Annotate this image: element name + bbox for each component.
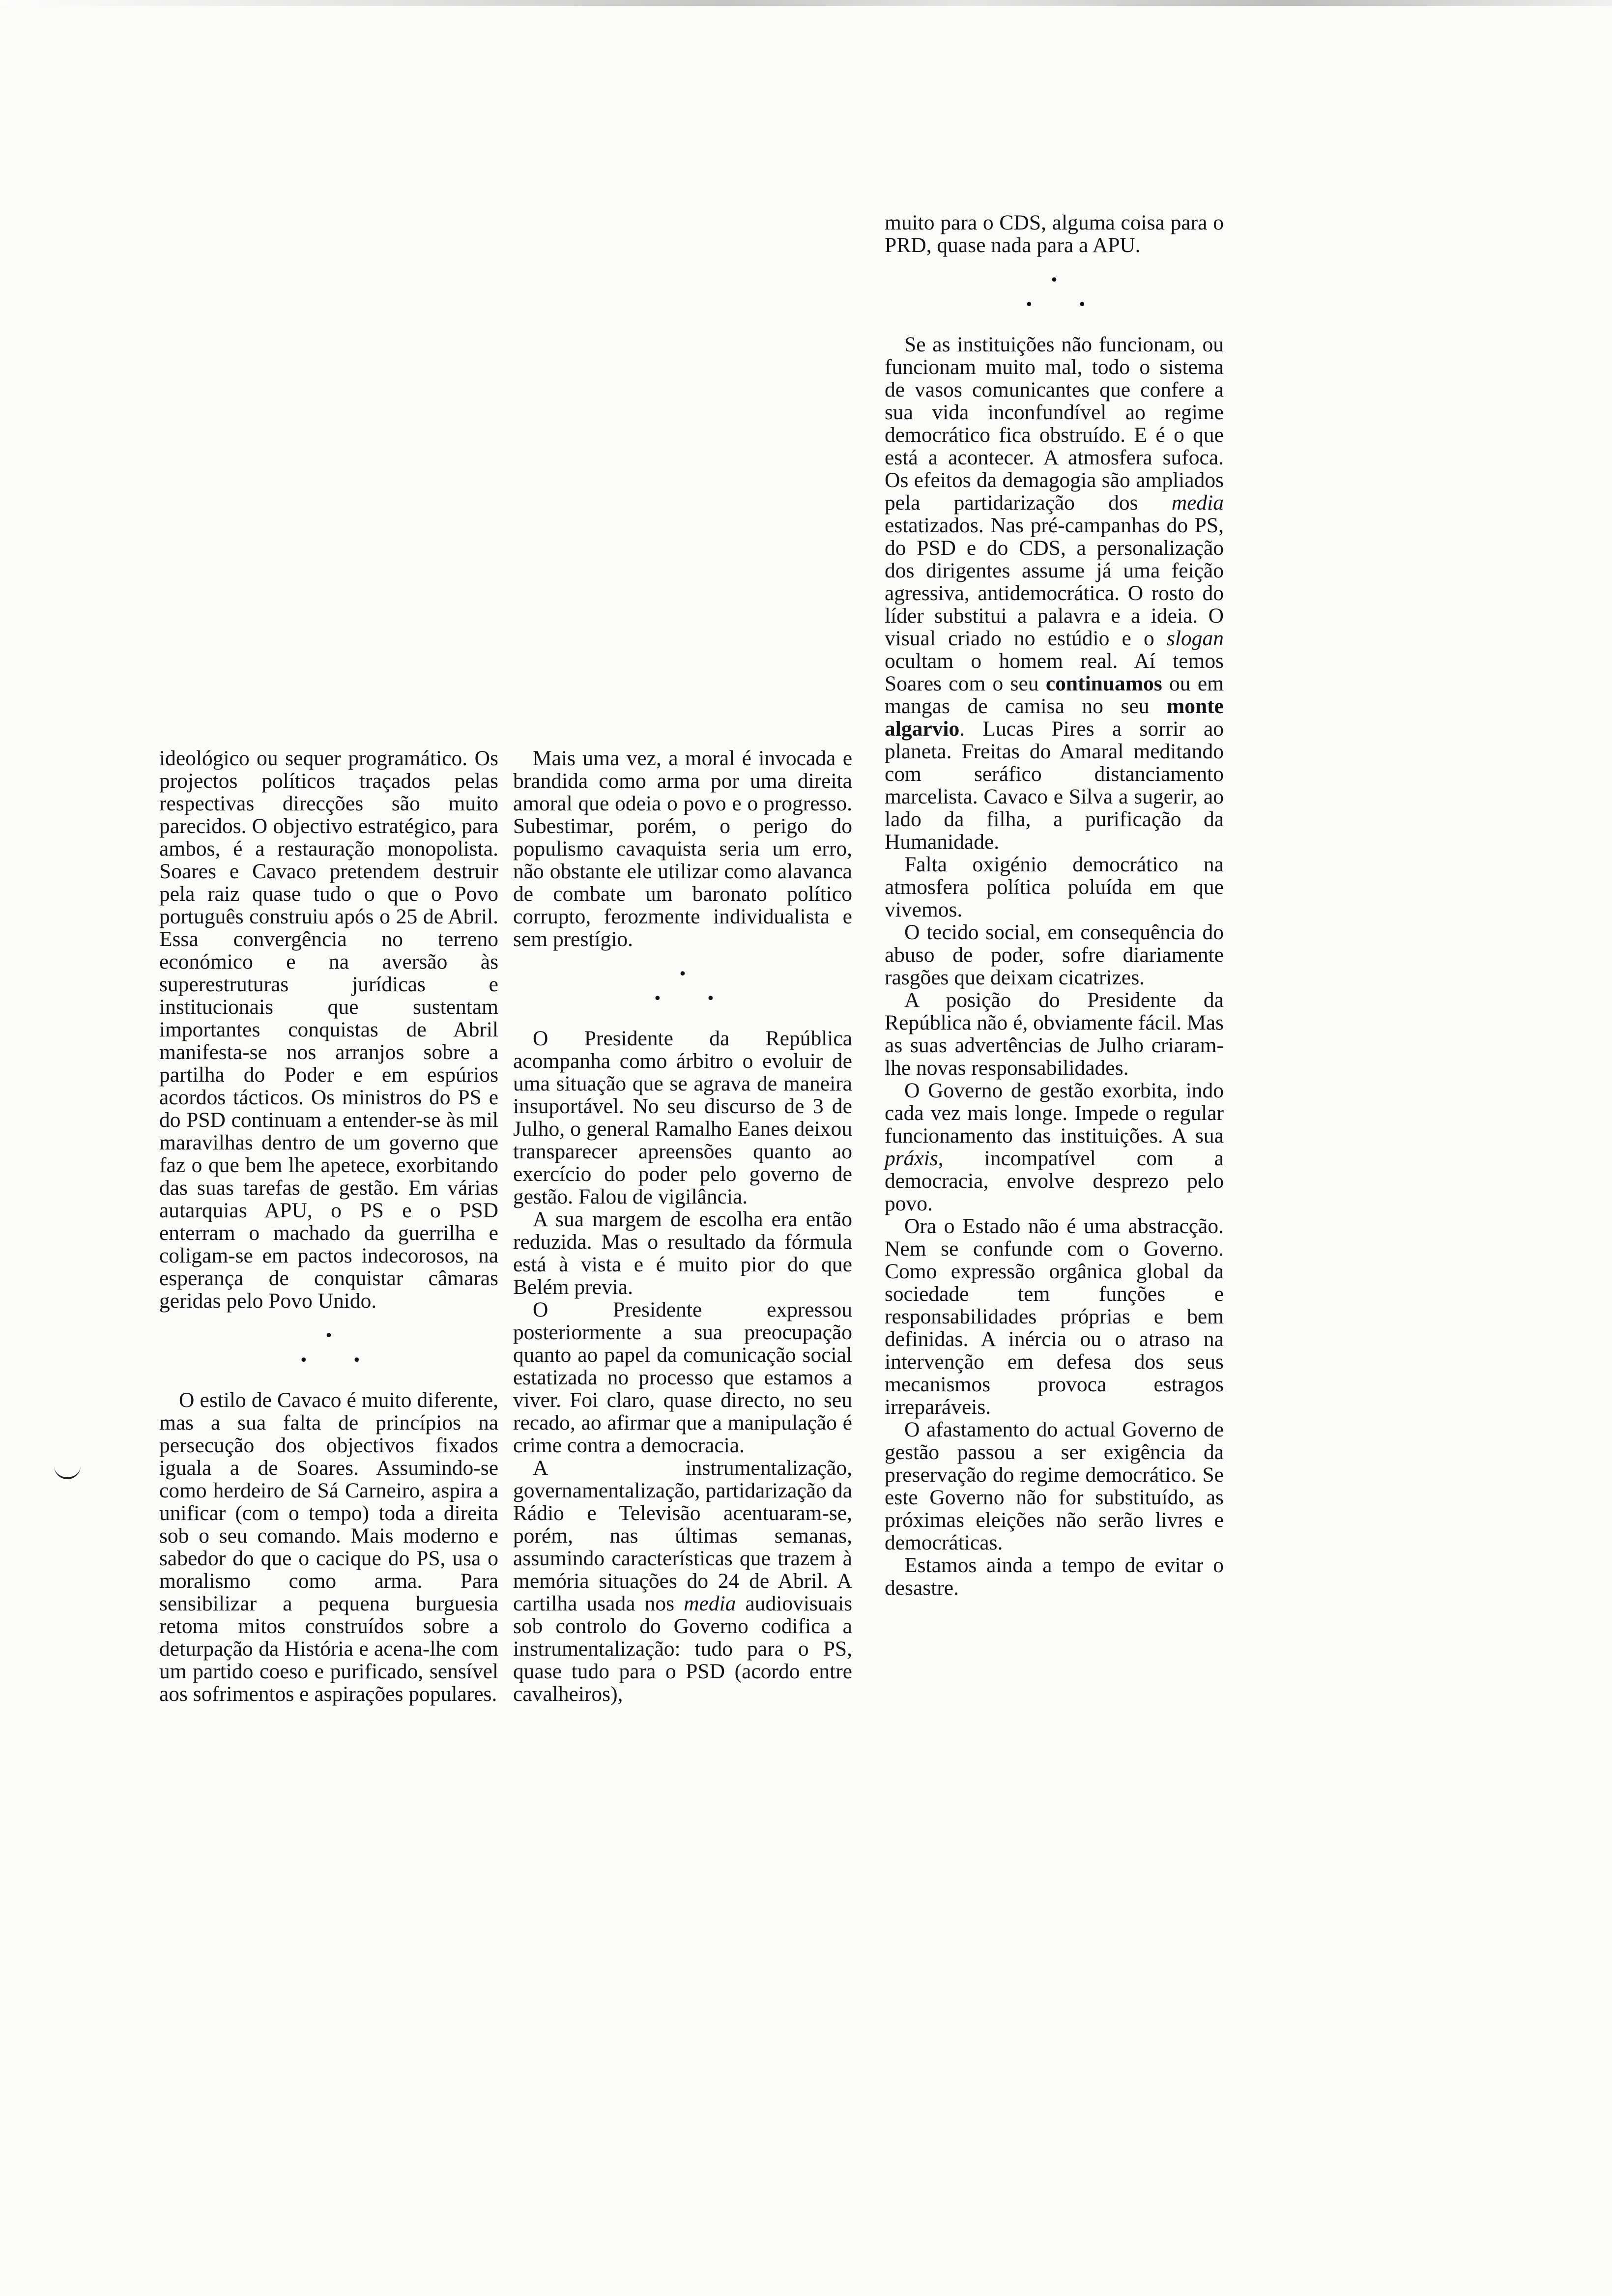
italic-term-media: media (1171, 491, 1224, 515)
separator-star: • (352, 1352, 361, 1369)
text-run: A instrumentalização, governamentalização, partidarização da Rádio e Televisão acentuaram-se, porém, nas últimas semanas, assumindo características que trazem à memória situações do 24 de Abril. A cartilha usada nos (513, 1456, 852, 1615)
separator-star: • (653, 990, 662, 1007)
column-3-paragraph-2: Falta oxigénio democrático na atmosfera política poluída em que vivemos. (885, 853, 1224, 921)
column-2-paragraph-1: Mais uma vez, a moral é invocada e brandida como arma por uma direita amoral que odeia o povo e o progresso. Subestimar, porém, o perigo do populismo cavaquista seria um erro, não obstante ele utilizar como alavanca de combate um baronato político corrupto, ferozmente individualista e sem prestígio. (513, 746, 852, 951)
text-run: estatizados. Nas pré-campanhas do PS, do PSD e do CDS, a personalização dos dirigentes assume já uma feição agressiva, antidemocrática. O rosto do líder substitui a palavra e a ideia. O visual criado no estúdio e o (885, 514, 1224, 650)
column-3-paragraph-1 (885, 333, 1224, 853)
column-2-paragraph-2: O Presidente da República acompanha como árbitro o evoluir de uma situação que se agrava de maneira insuportável. No seu discurso de 3 de Julho, o general Ramalho Eanes deixou transparecer apreensões quanto ao exercício do poder pelo governo de gestão. Falou de vigilância. (513, 1027, 852, 1208)
italic-term-slogan: slogan (1166, 627, 1224, 650)
separator-star: • (324, 1327, 333, 1345)
bold-term-continuamos: continuamos (1045, 672, 1162, 695)
text-run: ocultam o homem real. Aí temos Soares com o seu (885, 649, 1224, 695)
separator-star: • (678, 966, 687, 983)
separator-star: • (1078, 296, 1087, 314)
text-run: audiovisuais sob controlo do Governo codifica a instrumentalização: tudo para o PS, quase tudo para o PSD (acordo entre cavalheiros), (513, 1592, 852, 1706)
column-2-paragraph-5 (513, 1457, 852, 1705)
text-run: . Lucas Pires a sorrir ao planeta. Freitas do Amaral meditando com seráfico distanciamento marcelista. Cavaco e Silva a sugerir, ao lado da filha, a purificação da Humanidade. (885, 717, 1224, 854)
scan-binding-mark (54, 1464, 81, 1479)
text-run: ou em mangas de camisa no seu (885, 672, 1224, 718)
italic-term-media: media (684, 1592, 736, 1615)
column-3-paragraph-5 (885, 1079, 1224, 1215)
separator-star: • (299, 1352, 308, 1369)
italic-term-praxis: práxis (885, 1147, 938, 1170)
text-run: O Governo de gestão exorbita, indo cada vez mais longe. Impede o regular funcionamento das instituições. A sua (885, 1079, 1224, 1148)
column-2 (513, 747, 852, 1705)
column-3-paragraph-0: muito para o CDS, alguma coisa para o PRD, quase nada para a APU. (885, 211, 1224, 257)
column-3 (885, 211, 1224, 1599)
section-separator (513, 959, 852, 1013)
column-3-paragraph-7: O afastamento do actual Governo de gestão passou a ser exigência da preservação do regime democrático. Se este Governo não for substituído, as próximas eleições não serão livres e democráticas. (885, 1418, 1224, 1554)
column-1 (159, 747, 498, 1705)
section-separator (159, 1321, 498, 1375)
separator-star: • (1050, 272, 1059, 289)
column-2-paragraph-3: A sua margem de escolha era então reduzida. Mas o resultado da fórmula está à vista e é muito pior do que Belém previa. (513, 1207, 852, 1299)
column-2-paragraph-4: O Presidente expressou posteriormente a sua preocupação quanto ao papel da comunicação social estatizada no processo que estamos a viver. Foi claro, quase directo, no seu recado, ao afirmar que a manipulação é crime contra a democracia. (513, 1298, 852, 1457)
scan-edge-artifact (0, 0, 1612, 6)
section-separator (885, 265, 1224, 319)
column-3-paragraph-6: Ora o Estado não é uma abstracção. Nem se confunde com o Governo. Como expressão orgânica global da sociedade tem funções e responsabilidades próprias e bem definidas. A inércia ou o atraso na intervenção em defesa dos seus mecanismos provoca estragos irreparáveis. (885, 1214, 1224, 1419)
separator-star: • (706, 990, 715, 1007)
text-run: Se as instituições não funcionam, ou funcionam muito mal, todo o sistema de vasos comunicantes que confere a sua vida inconfundível ao regime democrático fica obstruído. E é o que está a acontecer. A atmosfera sufoca. Os efeitos da demagogia são ampliados pela partidarização dos (885, 333, 1224, 515)
column-3-paragraph-4: A posição do Presidente da República não é, obviamente fácil. Mas as suas advertências de Julho criaram-lhe novas responsabilidades. (885, 988, 1224, 1080)
separator-star: • (1025, 296, 1034, 314)
column-1-paragraph-1: ideológico ou sequer programático. Os projectos políticos traçados pelas respectivas direcções são muito parecidos. O objectivo estratégico, para ambos, é a restauração monopolista. Soares e Cavaco pretendem destruir pela raiz quase tudo o que o Povo português construiu após o 25 de Abril. Essa convergência no terreno económico e na aversão às superestruturas jurídicas e institucionais que sustentam importantes conquistas de Abril manifesta-se nos arranjos sobre a partilha do Poder e em espúrios acordos tácticos. Os ministros do PS e do PSD continuam a entender-se às mil maravilhas dentro de um governo que faz o que bem lhe apetece, exorbitando das suas tarefas de gestão. Em várias autarquias APU, o PS e o PSD enterram o machado da guerrilha e coligam-se em pactos indecorosos, na esperança de conquistar câmaras geridas pelo Povo Unido. (159, 746, 498, 1313)
text-run: , incompatível com a democracia, envolve desprezo pelo povo. (885, 1147, 1224, 1215)
bold-term-monte-algarvio: monte algarvio (885, 694, 1224, 741)
column-3-paragraph-8: Estamos ainda a tempo de evitar o desastre. (885, 1553, 1224, 1600)
column-1-paragraph-2: O estilo de Cavaco é muito diferente, mas a sua falta de princípios na persecução dos objectivos fixados iguala a de Soares. Assumindo-se como herdeiro de Sá Carneiro, aspira a unificar (com o tempo) toda a direita sob o seu comando. Mais moderno e sabedor do que o cacique do PS, usa o moralismo como arma. Para sensibilizar a pequena burguesia retoma mitos construídos sobre a deturpação da História e acena-lhe com um partido coeso e purificado, sensível aos sofrimentos e aspirações populares. (159, 1388, 498, 1706)
column-3-paragraph-3: O tecido social, em consequência do abuso de poder, sofre diariamente rasgões que deixam cicatrizes. (885, 920, 1224, 989)
